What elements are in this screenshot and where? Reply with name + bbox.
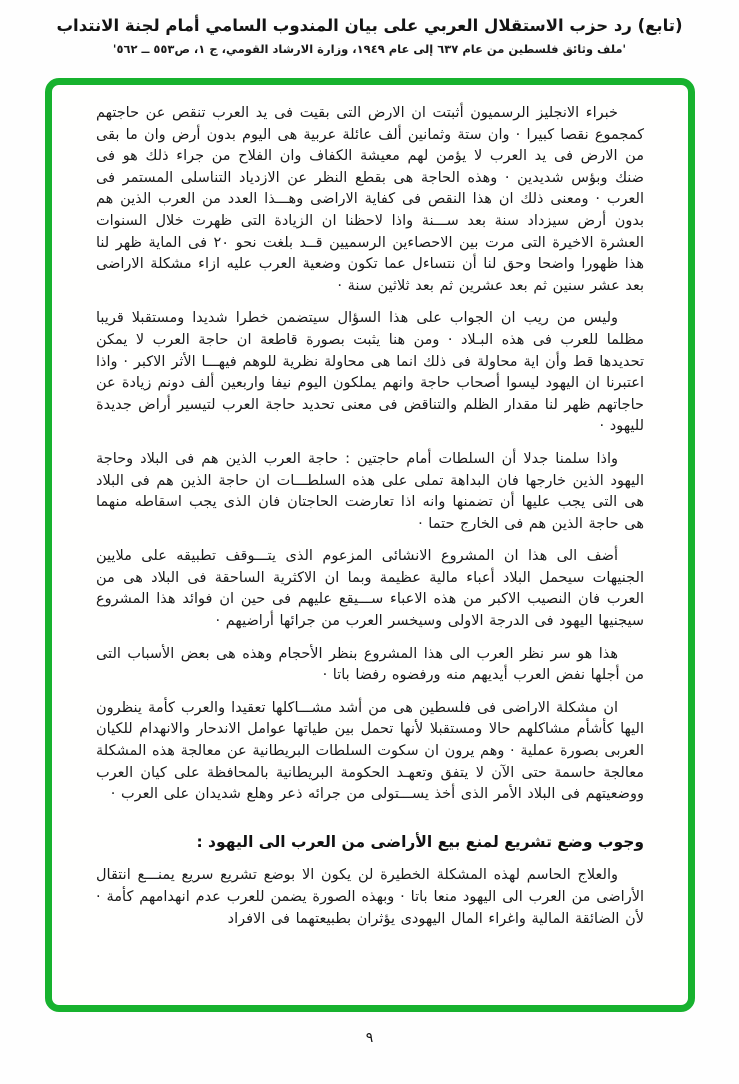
green-page-frame (45, 78, 695, 1012)
document-source-citation: 'ملف وثائق فلسطين من عام ٦٣٧ إلى عام ١٩٤٩، وزارة الارشاد القومي، ج ١، ص٥٥٣ ــ ٥٦٢' (112, 41, 627, 56)
page-number: ٩ (365, 1030, 374, 1046)
document-title: (تابع) رد حزب الاستقلال العربي على بيان المندوب السامي أمام لجنة الانتداب (56, 16, 683, 35)
body-text-block (52, 85, 688, 951)
paragraph-6: ان مشكلة الاراضى فى فلسطين هى من أشد مشـــاكلها تعقيدا والعرب كأمة ينظرون اليها كأشأم مشاكلهم حالا ومستقبلا لأنها تحمل بين طياتها عوامل الاندحار والانهدام للكيان العربى بصورة عملية · وهم يرون ان سكوت السلطات البريطانية عن معالجة هذه المشكلة معالجة حاسمة حتى الآن لا يتفق وتعهـد الحكومة البريطانية بالمحافظة على كيان العرب ووضعيتهم فى البلاد الأمر الذى أخذ يســـتولى من جرائه ذعر وهلع شديدان على العرب · (96, 699, 644, 803)
paragraph-4: أضف الى هذا ان المشروع الانشائى المزعوم الذى يتـــوقف تطبيقه على ملايين الجنيهات سيحمل البلاد أعباء مالية عظيمة وبما ان الاكثرية الساحقة فى البلاد هى من العرب فان النصيب الاكبر من هذه الاعباء ســـيقع عليهم فى حين ان فوائد هذا المشروع سيجنيها اليهود فى الدرجة الاولى وسيخسر العرب من جرائها أراضيهم · (96, 548, 644, 630)
final-paragraph: والعلاج الحاسم لهذه المشكلة الخطيرة لن يكون الا بوضع تشريع سريع يمنـــع انتقال الأراضى من العرب الى اليهود منعا باتا · وبهذه الصورة يضمن للعرب عدم انهدامهم كأمة · لأن الضائقة المالية واغراء المال اليهودى يؤثران بطبيعتهما فى الافراد (96, 867, 644, 927)
paragraph-1: خبراء الانجليز الرسميون أثبتت ان الارض التى بقيت فى يد العرب تنقص عن حاجتهم كمجموع نقصا كبيرا · وان ستة وثمانين ألف عائلة عربية هى اليوم بدون أرض وان ما بقى من الارض فى يد العرب لا يؤمن لهم معيشة الكفاف وان الفلاح من جراء ذلك هو فى ضنك وبؤس شديدين · وهذه الحاجة هى بقطع النظر عن الازدياد التناسلى المستمر فى العرب · ومعنى ذلك ان هذا النقص فى كفاية الاراضى وهـــذا العدد من العرب الذين هم بدون أرض سيزداد سنة بعد ســـنة واذا لاحظنا ان الزيادة التى ظهرت خلال السنوات العشرة الاخيرة التى مرت بين الاحصاءين الرسميين قــد بلغت نحو ٢٠ فى الماية ظهر لنا هذا ظهورا واضحا وحق لنا أن نتساءل عما تكون وضعية العرب عليه ازاء مشكلة الاراضى بعد عشر سنين ثم بعد عشرين ثم بعد ثلاثين سنة · (96, 105, 644, 294)
section-heading: وجوب وضع تشريع لمنع بيع الأراضى من العرب الى اليهود : (196, 832, 644, 851)
document-header (0, 0, 739, 56)
paragraph-5: هذا هو سر نظر العرب الى هذا المشروع بنظر الأحجام وهذه هى بعض الأسباب التى من أجلها نفض العرب أيديهم منه ورفضوه رفضا باتا · (96, 645, 644, 684)
paragraph-2: وليس من ريب ان الجواب على هذا السؤال سيتضمن خطرا شديدا ومستقبلا قريبا مظلما للعرب فى هذه البـلاد · ومن هنا يثبت بصورة قاطعة ان حاجة العرب لا يمكن تحديدها قط وأن اية محاولة فى ذلك انما هى محاولة نظرية للوهم فيهـــا الأثر الاكبر · واذا اعتبرنا ان اليهود ليسوا أصحاب حاجة وانهم يملكون اليوم نيفا واربعين ألف دونم زيادة عن حاجاتهم ظهر لنا مقدار الظلم والتناقض فى معنى تحديد حاجة العرب لتيسير أراض جديدة لليهود · (96, 310, 644, 435)
paragraph-3: واذا سلمنا جدلا أن السلطات أمام حاجتين : حاجة العرب الذين هم فى البلاد وحاجة اليهود الذين خارجها فان البداهة تملى على هذه السلطـــات ان حاجة الذين هم فى البلاد هى التى يجب عليها أن تضمنها وانه اذا تعارضت الحاجتان فان الذى يجب اسقاطه منهما هى حاجة الذين هم فى الخارج حتما · (96, 450, 644, 532)
